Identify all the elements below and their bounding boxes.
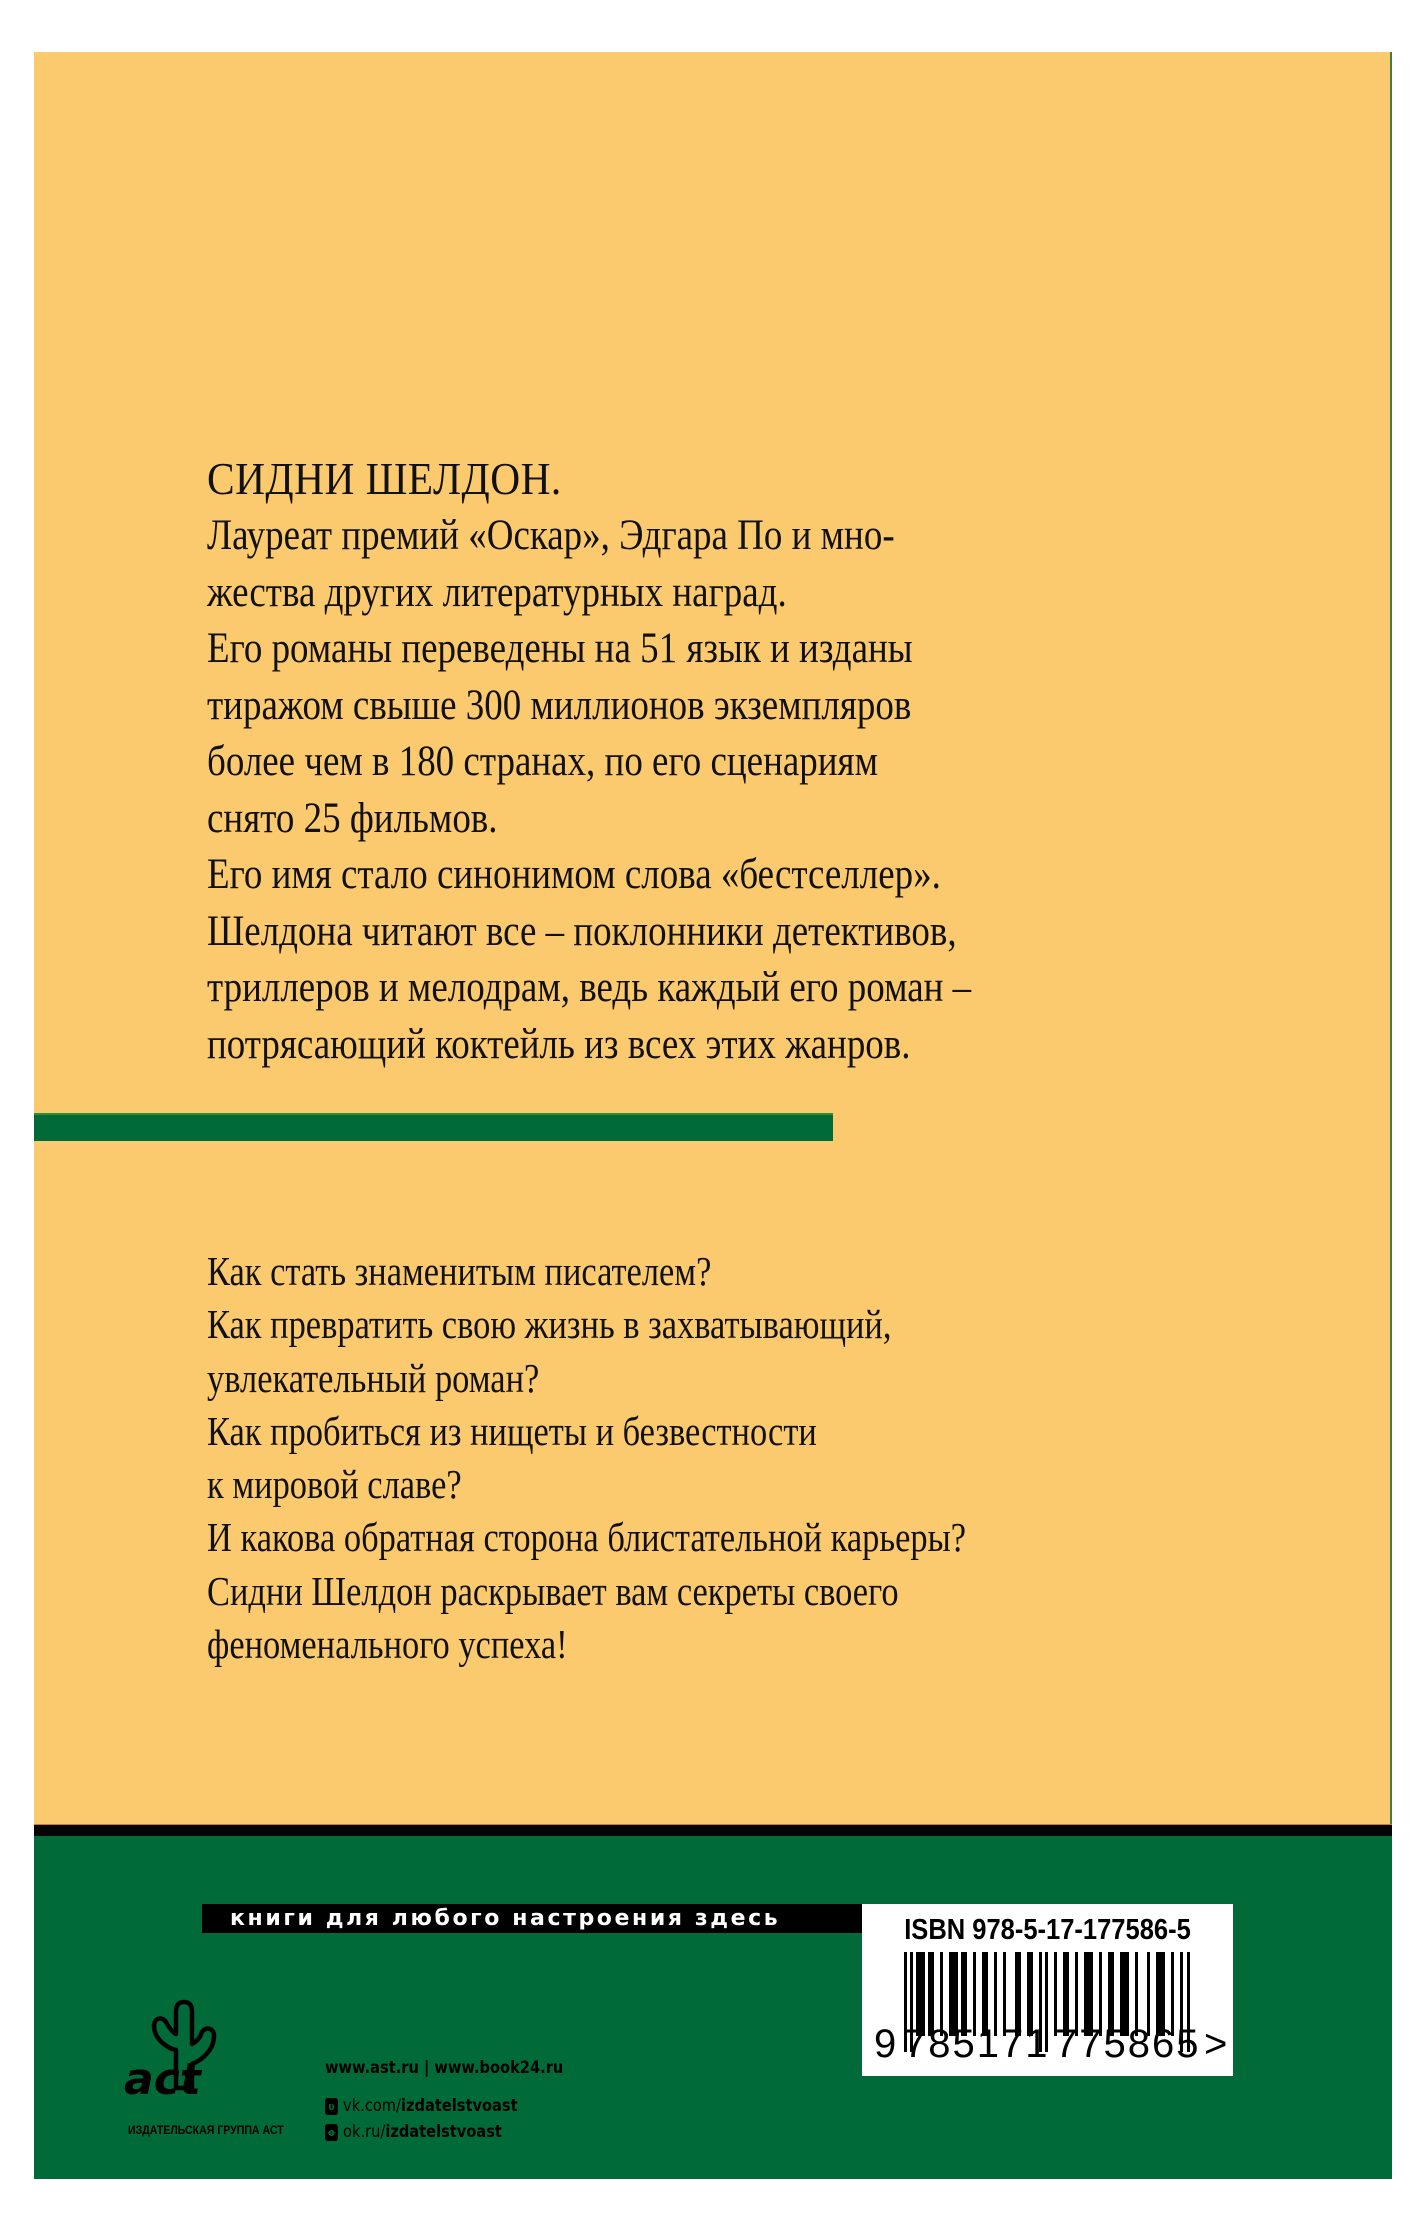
book-back-cover [34, 52, 1392, 2179]
bio-line: более чем в 180 странах, по его сценариям [207, 738, 878, 785]
publisher-name: ИЗДАТЕЛЬСКАЯ ГРУППА АСТ [128, 2123, 284, 2137]
vk-icon: ʋ [325, 2098, 338, 2115]
svg-text:act: act [124, 2054, 201, 2105]
bio-line: потрясающий коктейль из всех этих жанров. [207, 1020, 911, 1068]
social-link-vk[interactable] [325, 2094, 563, 2118]
author-bio [207, 450, 1207, 1073]
bio-line: Лауреат премий «Оскар», Эдгара По и мно- [207, 512, 895, 559]
teaser-line: Как пробиться из нищеты и безвестности [207, 1407, 817, 1454]
footer-panel [34, 1836, 1392, 2179]
social-link-ok[interactable] [325, 2120, 563, 2144]
isbn-label: ISBN 978-5-17-177586-5 [904, 1914, 1191, 1946]
barcode-digits: 9 785171 775865> [874, 2022, 1228, 2066]
teaser-line: увлекательный роман? [207, 1354, 540, 1401]
bio-line: Его романы переведены на 51 язык и изданы [207, 625, 913, 672]
book-teaser [207, 1245, 1257, 1671]
bio-line: жества других литературных наград. [207, 568, 787, 616]
green-divider-bar [34, 1113, 833, 1141]
author-name-heading: СИДНИ ШЕЛДОН. [207, 453, 562, 504]
cactus-logo-icon [122, 1998, 232, 2108]
isbn-barcode [862, 1904, 1233, 2076]
teaser-line: Сидни Шелдон раскрывает вам секреты своего [207, 1567, 899, 1614]
teaser-line: И какова обратная сторона блистательной карьеры? [207, 1514, 967, 1561]
ok-icon: ꝋ [325, 2124, 338, 2141]
teaser-line: Как стать знаменитым писателем? [207, 1248, 712, 1294]
social-handle: izdatelstvoast [400, 2096, 518, 2116]
teaser-line: Как превратить свою жизнь в захватывающий, [207, 1301, 892, 1348]
social-handle: izdatelstvoast [385, 2122, 502, 2142]
bio-line: Его имя стало синонимом слова «бестселлер». [207, 851, 941, 898]
social-prefix: ok.ru/ [343, 2122, 386, 2142]
social-prefix: vk.com/ [343, 2096, 401, 2116]
tagline-banner: книги для любого настроения здесь [202, 1904, 862, 1933]
website-links[interactable]: www.ast.ru | www.book24.ru [325, 2058, 564, 2078]
bio-line: снято 25 фильмов. [207, 794, 498, 842]
contact-links [325, 2056, 602, 2144]
teaser-line: к мировой славе? [207, 1461, 462, 1508]
bio-line: тиражом свыше 300 миллионов экземпляров [207, 681, 912, 729]
teaser-line: феноменального успеха! [207, 1621, 568, 1668]
bio-line: Шелдона читают все – поклонники детективов, [207, 907, 957, 955]
bio-line: триллеров и мелодрам, ведь каждый его роман – [207, 964, 972, 1011]
